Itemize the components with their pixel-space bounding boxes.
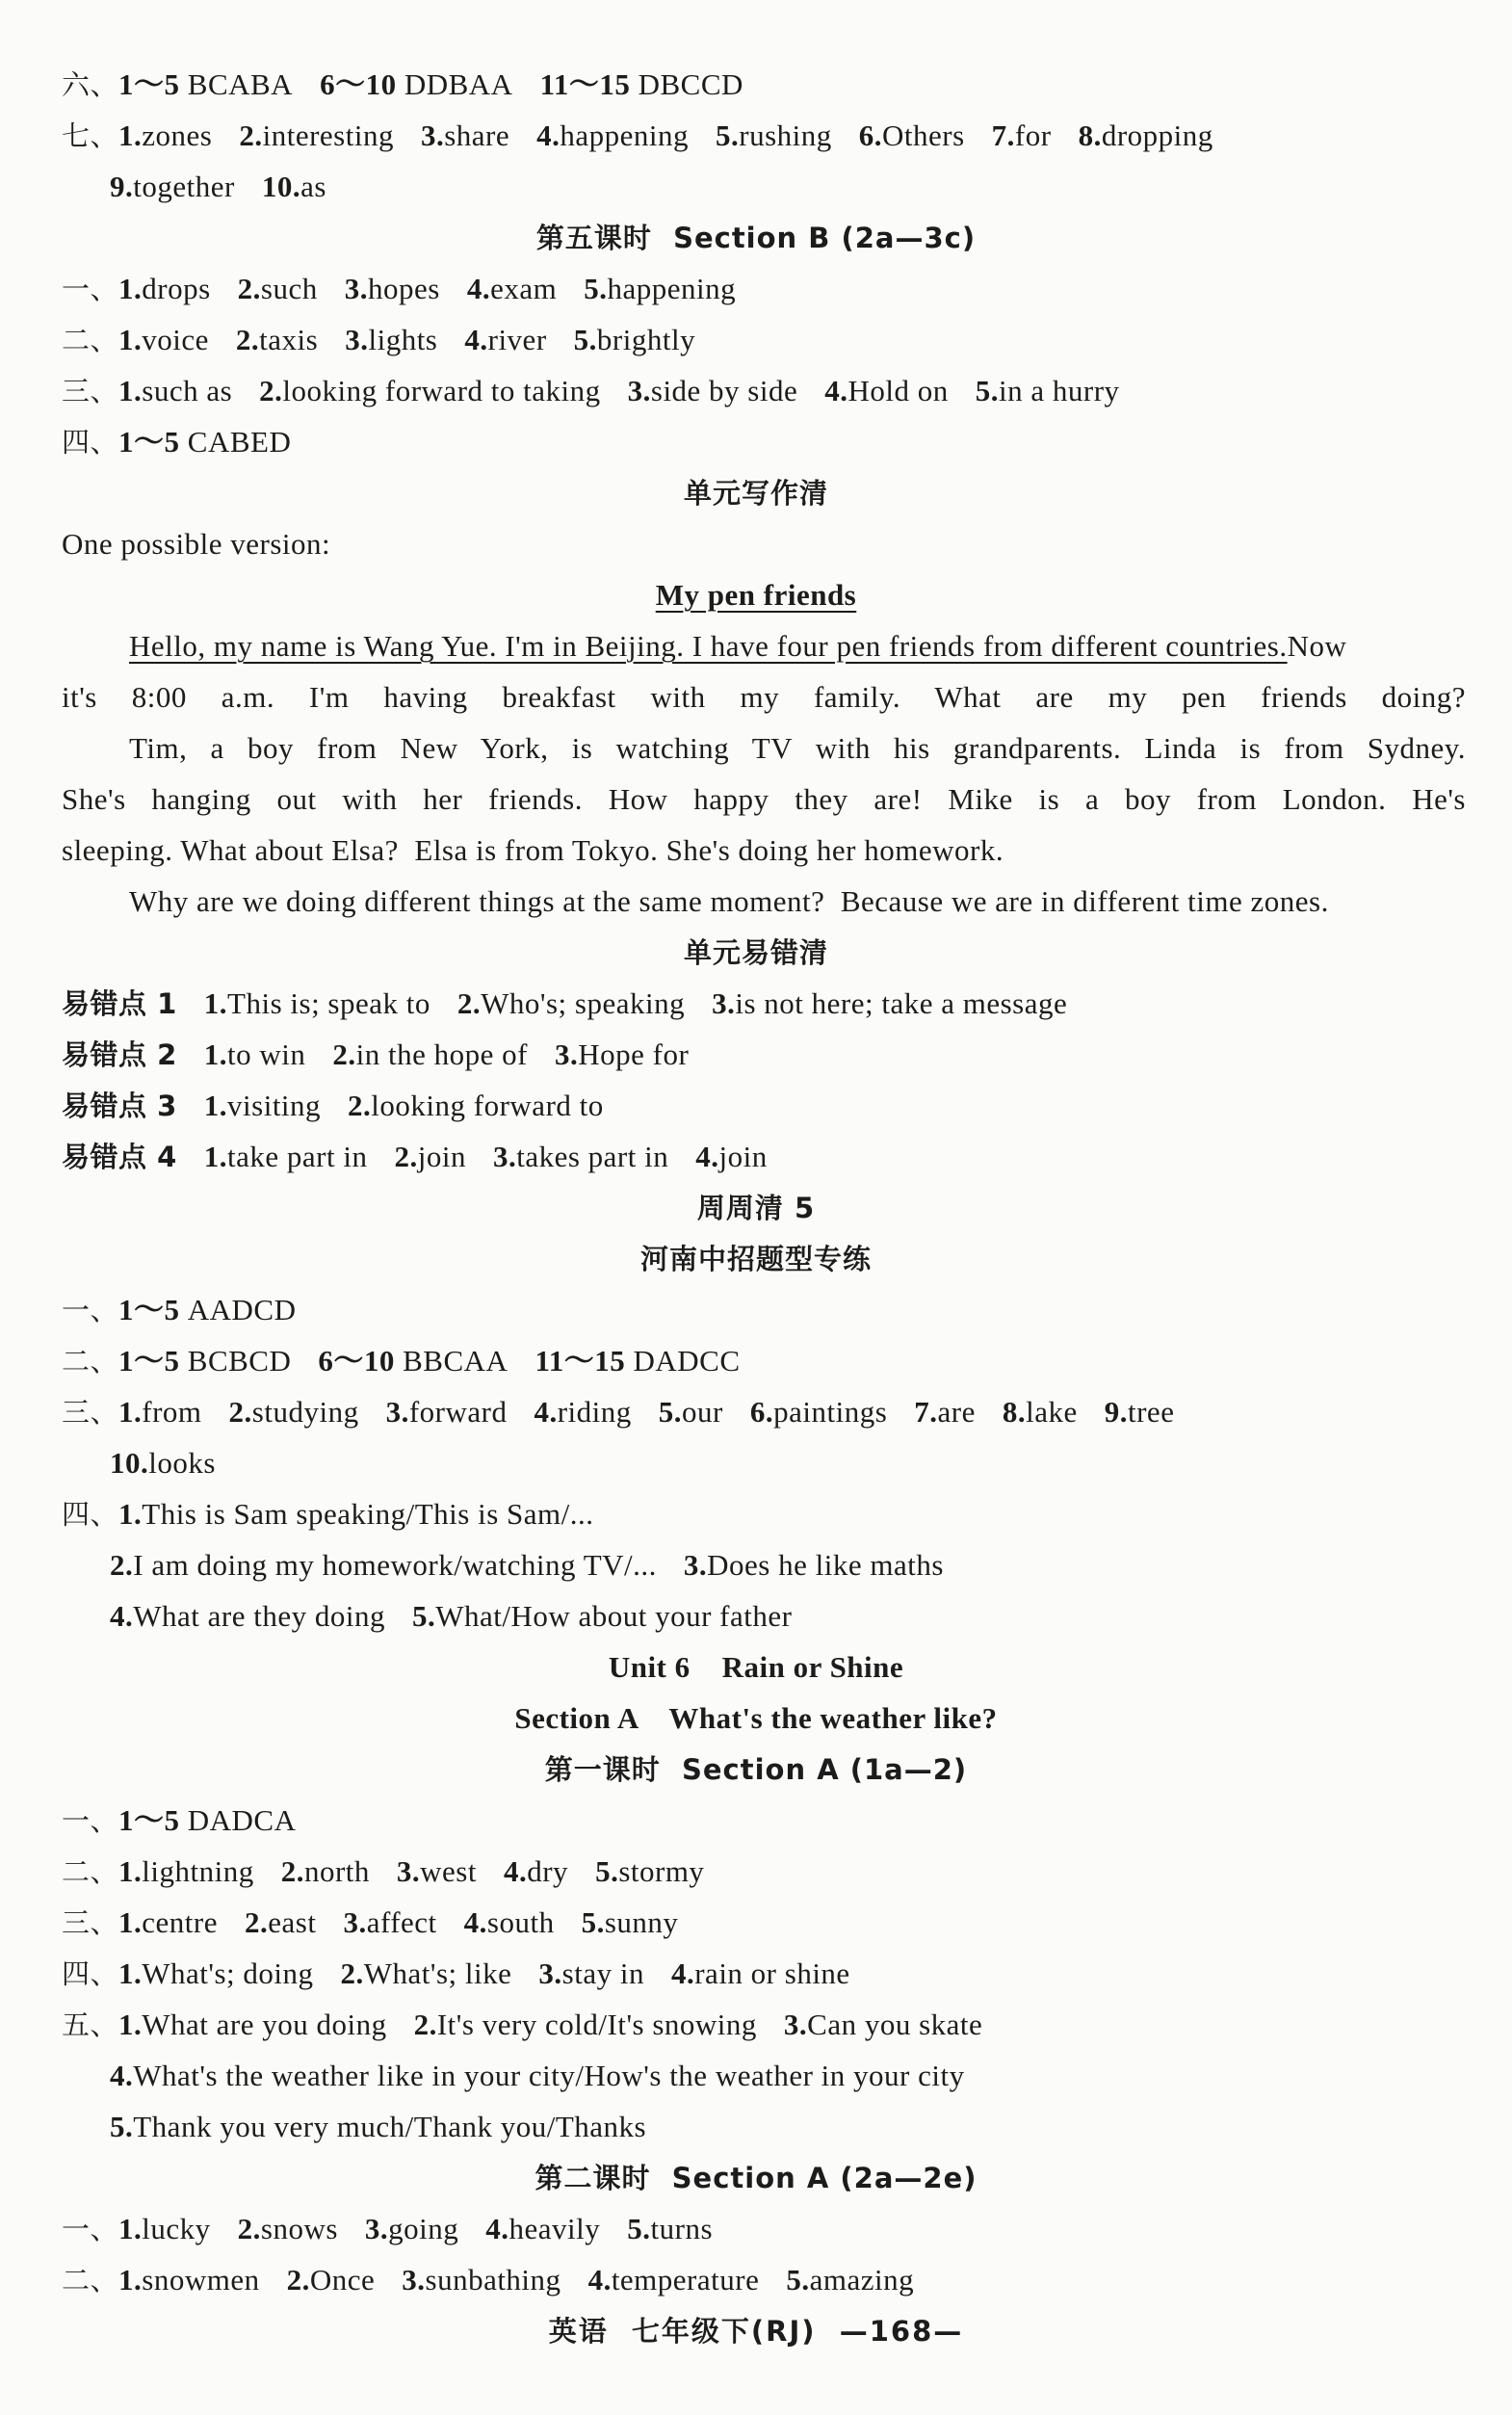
item-answer: Once: [309, 2263, 376, 2297]
item-number: 2.: [228, 1395, 252, 1429]
question-prefix: 一、: [62, 1294, 119, 1326]
item-number: 1.: [118, 374, 143, 407]
question-prefix: 七、: [62, 119, 119, 152]
item-number: 2.: [348, 1089, 372, 1122]
item-answer: Hold on: [847, 374, 949, 407]
item-number: 5.: [110, 2110, 134, 2143]
item-answer: are: [937, 1395, 976, 1429]
item-answer: share: [444, 118, 510, 152]
answer-line: [62, 1796, 1466, 1846]
item-answer: lights: [368, 323, 438, 356]
item-number: 5.: [627, 2212, 651, 2245]
item-answer: DDBAA: [396, 67, 513, 101]
mistake-line: [62, 1132, 1466, 1182]
item-number: 1.: [118, 1497, 143, 1531]
item-number: 4.: [587, 2263, 612, 2297]
mistake-line: [62, 979, 1466, 1029]
item-answer: What's the weather like in your city/How's the weather in your city: [133, 2059, 965, 2092]
answer-line: [62, 264, 1466, 314]
item-answer: looks: [148, 1446, 216, 1480]
item-answer: voice: [142, 323, 209, 356]
item-answer: What are they doing: [133, 1599, 385, 1633]
item-number: 4.: [670, 1956, 695, 1990]
item-answer: drops: [142, 272, 211, 305]
item-number: 8.: [1002, 1395, 1027, 1429]
item-number: 1.: [203, 1037, 228, 1071]
question-prefix: 四、: [62, 426, 119, 459]
item-answer: east: [268, 1905, 317, 1939]
item-answer: south: [486, 1905, 555, 1939]
item-answer: join: [417, 1140, 466, 1173]
item-answer: DADCC: [625, 1344, 741, 1378]
section-heading: 第一课时 Section A (1a—2): [544, 1753, 968, 1786]
section-heading: 第五课时 Section B (2a—3c): [535, 222, 977, 254]
item-number: 10.: [261, 170, 301, 203]
answer-line: [62, 1949, 1466, 1999]
item-answer: our: [682, 1395, 723, 1429]
item-answer: rushing: [739, 118, 832, 152]
item-number: 11～15: [534, 1344, 626, 1378]
answer-line: [62, 1489, 1466, 1539]
item-answer: in a hurry: [999, 374, 1120, 407]
item-answer: zones: [142, 118, 213, 152]
item-number: 1～5: [118, 1293, 180, 1326]
item-number: 2.: [340, 1956, 364, 1990]
item-answer: What's; doing: [142, 1956, 314, 1990]
item-number: 3.: [492, 1140, 517, 1173]
item-number: 2.: [286, 2263, 310, 2297]
item-number: 1～5: [118, 425, 180, 459]
item-answer: rain or shine: [694, 1956, 850, 1990]
essay-line: Why are we doing different things at the same moment? Because we are in different time zones.: [129, 884, 1329, 918]
item-answer: in the hope of: [355, 1037, 528, 1071]
item-answer: BBCAA: [394, 1344, 508, 1378]
item-answer: take part in: [227, 1140, 368, 1173]
item-answer: Does he like maths: [707, 1548, 944, 1582]
item-answer: stay in: [561, 1956, 644, 1990]
item-answer: What are you doing: [142, 2008, 387, 2041]
item-answer: I am doing my homework/watching TV/...: [133, 1548, 657, 1582]
item-answer: AADCD: [179, 1293, 297, 1326]
answer-line: [110, 1591, 1466, 1641]
item-number: 3.: [627, 374, 651, 407]
page-footer: 英语 七年级下(RJ) —168—: [548, 2315, 964, 2348]
item-answer: Hope for: [578, 1037, 690, 1071]
item-number: 11～15: [539, 67, 631, 101]
item-answer: DBCCD: [630, 67, 743, 101]
item-number: 4.: [485, 2212, 509, 2245]
item-number: 1.: [118, 323, 143, 356]
item-answer: BCBCD: [179, 1344, 292, 1378]
answer-line: [62, 111, 1466, 161]
item-number: 9.: [1104, 1395, 1128, 1429]
item-answer: forward: [408, 1395, 508, 1429]
answer-line: [110, 162, 1466, 212]
item-number: 1～5: [118, 67, 180, 101]
item-answer: It's very cold/It's snowing: [436, 2008, 757, 2041]
item-number: 5.: [573, 323, 597, 356]
item-number: 7.: [914, 1395, 938, 1429]
item-answer: exam: [490, 272, 558, 305]
item-number: 2.: [280, 1854, 304, 1888]
item-answer: happening: [560, 118, 690, 152]
item-answer: takes part in: [516, 1140, 669, 1173]
question-prefix: 一、: [62, 273, 119, 305]
item-number: 3.: [344, 272, 368, 305]
item-number: 1.: [118, 1395, 143, 1429]
item-answer: for: [1014, 118, 1052, 152]
item-number: 1.: [118, 1905, 143, 1939]
item-answer: side by side: [650, 374, 798, 407]
item-answer: temperature: [611, 2263, 760, 2297]
item-answer: river: [487, 323, 547, 356]
item-answer: amazing: [809, 2263, 915, 2297]
mistake-label: 易错点 2: [62, 1038, 177, 1071]
item-number: 7.: [991, 118, 1015, 152]
item-number: 5.: [595, 1854, 619, 1888]
answer-line: [110, 2102, 1466, 2152]
item-answer: sunbathing: [425, 2263, 561, 2297]
item-number: 3.: [420, 118, 445, 152]
item-number: 3.: [538, 1956, 562, 1990]
item-number: 4.: [466, 272, 491, 305]
item-number: 3.: [396, 1854, 421, 1888]
item-number: 4.: [824, 374, 848, 407]
item-answer: snows: [260, 2212, 338, 2245]
underlined-sentence: Hello, my name is Wang Yue. I'm in Beijing. I have four pen friends from different countries.: [129, 629, 1288, 663]
item-number: 5.: [975, 374, 999, 407]
question-prefix: 四、: [62, 1498, 119, 1531]
section-heading: 河南中招题型专练: [639, 1243, 872, 1275]
answer-line: [110, 2051, 1466, 2101]
answer-line: [62, 2204, 1466, 2254]
item-answer: is not here; take a message: [735, 986, 1068, 1020]
item-answer: centre: [142, 1905, 218, 1939]
question-prefix: 一、: [62, 2213, 119, 2245]
item-answer: Thank you very much/Thank you/Thanks: [133, 2110, 647, 2143]
question-prefix: 三、: [62, 1396, 119, 1429]
item-number: 1.: [118, 2212, 143, 2245]
essay-line: it's 8:00 a.m. I'm having breakfast with my family. What are my pen friends doing?: [62, 680, 1466, 714]
essay-line: She's hanging out with her friends. How happy they are! Mike is a boy from London. He's: [62, 782, 1466, 816]
answer-line: [62, 60, 1466, 110]
item-answer: taxis: [259, 323, 319, 356]
item-number: 2.: [413, 2008, 437, 2041]
item-number: 3.: [402, 2263, 426, 2297]
item-number: 3.: [385, 1395, 409, 1429]
item-answer: looking forward to: [371, 1089, 604, 1122]
question-prefix: 二、: [62, 324, 119, 356]
item-answer: from: [142, 1395, 202, 1429]
item-answer: paintings: [773, 1395, 888, 1429]
item-number: 10.: [110, 1446, 149, 1480]
item-answer: This is; speak to: [227, 986, 430, 1020]
item-answer: studying: [251, 1395, 359, 1429]
answer-line: [110, 1438, 1466, 1488]
mistake-label: 易错点 4: [62, 1141, 177, 1173]
answer-line: [62, 1387, 1466, 1437]
item-number: 4.: [110, 2059, 134, 2092]
mistake-label: 易错点 3: [62, 1089, 177, 1122]
answer-line: [62, 315, 1466, 365]
item-number: 3.: [343, 1905, 367, 1939]
item-answer: stormy: [618, 1854, 705, 1888]
item-answer: This is Sam speaking/This is Sam/...: [142, 1497, 594, 1531]
item-number: 1～5: [118, 1803, 180, 1837]
answer-line: [62, 1847, 1466, 1897]
item-answer: affect: [366, 1905, 437, 1939]
item-number: 4.: [464, 323, 488, 356]
item-answer: west: [420, 1854, 477, 1888]
question-prefix: 二、: [62, 1855, 119, 1888]
item-number: 4.: [110, 1599, 134, 1633]
item-number: 1.: [118, 1956, 143, 1990]
answer-line: [62, 1898, 1466, 1948]
item-answer: together: [133, 170, 235, 203]
item-number: 6～10: [320, 67, 397, 101]
section-heading: 周周清 5: [696, 1192, 816, 1224]
item-answer: lake: [1026, 1395, 1078, 1429]
item-number: 3.: [683, 1548, 708, 1582]
item-number: 1.: [118, 2008, 143, 2041]
answer-line: [110, 1540, 1466, 1590]
version-label: One possible version:: [62, 527, 331, 561]
item-number: 2.: [244, 1905, 269, 1939]
item-answer: such as: [142, 374, 233, 407]
item-answer: dropping: [1101, 118, 1213, 152]
item-answer: as: [300, 170, 326, 203]
item-answer: north: [303, 1854, 370, 1888]
item-number: 4.: [463, 1905, 487, 1939]
item-number: 3.: [783, 2008, 808, 2041]
answer-line: [62, 1336, 1466, 1386]
essay-word: Now: [1287, 629, 1347, 663]
item-answer: happening: [607, 272, 737, 305]
section-heading: 单元写作清: [683, 477, 828, 510]
item-number: 1.: [203, 1140, 228, 1173]
item-answer: brightly: [596, 323, 696, 356]
mistake-line: [62, 1030, 1466, 1080]
item-answer: interesting: [262, 118, 394, 152]
section-heading: 第二课时 Section A (2a—2e): [534, 2162, 978, 2194]
item-answer: tree: [1128, 1395, 1175, 1429]
item-number: 1～5: [118, 1344, 180, 1378]
item-number: 1.: [203, 1089, 228, 1122]
item-number: 5.: [411, 1599, 436, 1633]
question-prefix: 五、: [62, 2008, 119, 2041]
item-number: 1.: [118, 2263, 143, 2297]
question-prefix: 二、: [62, 2264, 119, 2297]
item-answer: sunny: [604, 1905, 679, 1939]
mistake-label: 易错点 1: [62, 987, 177, 1020]
question-prefix: 二、: [62, 1345, 119, 1378]
answer-line: [62, 366, 1466, 416]
item-number: 2.: [237, 272, 261, 305]
item-answer: visiting: [227, 1089, 322, 1122]
item-answer: BCABA: [179, 67, 294, 101]
essay-line: sleeping. What about Elsa? Elsa is from Tokyo. She's doing her homework.: [62, 833, 1004, 867]
item-number: 3.: [712, 986, 736, 1020]
item-answer: such: [260, 272, 318, 305]
answer-line: [62, 2255, 1466, 2305]
question-prefix: 四、: [62, 1957, 119, 1990]
question-prefix: 三、: [62, 375, 119, 407]
item-number: 3.: [554, 1037, 579, 1071]
item-number: 2.: [235, 323, 260, 356]
essay-title: My pen friends: [655, 578, 857, 612]
item-number: 5.: [581, 1905, 605, 1939]
question-prefix: 三、: [62, 1906, 119, 1939]
item-number: 5.: [658, 1395, 683, 1429]
item-number: 1.: [118, 272, 143, 305]
item-answer: to win: [227, 1037, 306, 1071]
item-answer: lucky: [142, 2212, 211, 2245]
item-number: 3.: [364, 2212, 389, 2245]
unit-heading: Unit 6 Rain or Shine: [608, 1650, 904, 1684]
item-answer: snowmen: [142, 2263, 260, 2297]
section-heading: Section A What's the weather like?: [514, 1701, 998, 1735]
answer-line: [62, 1285, 1466, 1335]
mistake-line: [62, 1081, 1466, 1131]
item-number: 9.: [110, 170, 134, 203]
item-number: 1.: [118, 1854, 143, 1888]
item-number: 3.: [345, 323, 369, 356]
item-answer: turns: [650, 2212, 714, 2245]
item-number: 8.: [1078, 118, 1102, 152]
answer-line: [62, 417, 1466, 467]
item-number: 5.: [716, 118, 740, 152]
item-answer: DADCA: [179, 1803, 297, 1837]
item-number: 2.: [237, 2212, 261, 2245]
item-number: 5.: [584, 272, 608, 305]
essay-line: [129, 621, 1466, 671]
section-heading: 单元易错清: [683, 936, 828, 969]
item-number: 2.: [332, 1037, 356, 1071]
item-answer: lightning: [142, 1854, 254, 1888]
item-answer: dry: [527, 1854, 569, 1888]
item-number: 6.: [749, 1395, 774, 1429]
item-answer: going: [388, 2212, 459, 2245]
item-answer: join: [718, 1140, 768, 1173]
item-number: 1.: [118, 118, 143, 152]
item-number: 2.: [110, 1548, 134, 1582]
item-number: 2.: [259, 374, 283, 407]
question-prefix: 一、: [62, 1804, 119, 1837]
item-number: 5.: [786, 2263, 810, 2297]
item-number: 6～10: [318, 1344, 395, 1378]
essay-line: Tim, a boy from New York, is watching TV with his grandparents. Linda is from Sydney.: [129, 731, 1466, 765]
item-answer: heavily: [508, 2212, 601, 2245]
item-answer: hopes: [367, 272, 440, 305]
item-number: 4.: [534, 1395, 558, 1429]
item-answer: What/How about your father: [435, 1599, 793, 1633]
item-number: 6.: [858, 118, 883, 152]
item-answer: Others: [882, 118, 965, 152]
item-answer: Who's; speaking: [481, 986, 686, 1020]
item-answer: Can you skate: [807, 2008, 983, 2041]
answer-line: [62, 2000, 1466, 2050]
item-number: 4.: [503, 1854, 528, 1888]
item-answer: CABED: [179, 425, 292, 459]
item-number: 4.: [695, 1140, 719, 1173]
item-answer: What's; like: [363, 1956, 512, 1990]
item-number: 2.: [394, 1140, 418, 1173]
item-number: 1.: [203, 986, 228, 1020]
item-number: 2.: [239, 118, 263, 152]
item-answer: looking forward to taking: [282, 374, 601, 407]
item-number: 2.: [456, 986, 482, 1020]
item-number: 4.: [536, 118, 560, 152]
item-answer: riding: [557, 1395, 632, 1429]
question-prefix: 六、: [62, 68, 119, 101]
